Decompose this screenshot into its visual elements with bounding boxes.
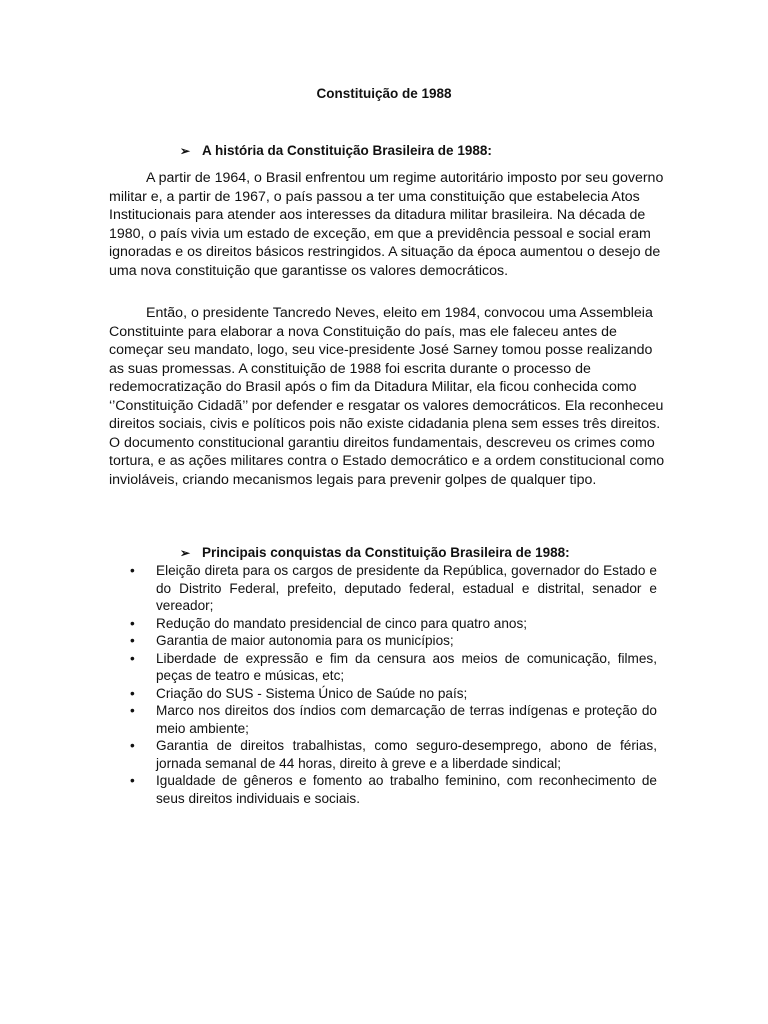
list-item: [109, 632, 657, 650]
list-item: [109, 650, 657, 685]
paragraph: Então, o presidente Tancredo Neves, eleito em 1984, convocou uma Assembleia Constituinte para elaborar a nova Constituição do país, mas ele faleceu antes de começar seu mandato, logo, seu vice-presidente José Sarney tomou posse realizando as suas promessas. A constituição de 1988 foi escrita durante o processo de redemocratização do Brasil após o fim da Ditadura Militar, ela ficou conhecida como ‘’Constituição Cidadã’’ por defender e resgatar os valores democráticos. Ela reconheceu direitos sociais, civis e políticos pois não existe cidadania plena sem esses três direitos. O documento constitucional garantiu direitos fundamentais, descreveu os crimes como tortura, e as ações militares contra o Estado democrático e a ordem constitucional como invioláveis, criando mecanismos legais para prevenir golpes de qualquer tipo.: [109, 305, 665, 488]
bullet-icon: •: [130, 738, 135, 753]
section-heading-achievements: [180, 545, 570, 561]
section-heading-history: [180, 143, 492, 159]
list-item: [109, 772, 657, 807]
list-item-text: Igualdade de gêneros e fomento ao trabalho feminino, com reconhecimento de seus direitos individuais e sociais.: [156, 773, 657, 806]
list-item: [109, 737, 657, 772]
list-item: [109, 562, 657, 615]
section-heading-text: Principais conquistas da Constituição Brasileira de 1988:: [202, 545, 570, 560]
list-item-text: Liberdade de expressão e fim da censura aos meios de comunicação, filmes, peças de teatro e músicas, etc;: [156, 650, 657, 683]
list-item-text: Marco nos direitos dos índios com demarcação de terras indígenas e proteção do meio ambiente;: [156, 703, 657, 736]
list-item-text: Garantia de maior autonomia para os municípios;: [156, 633, 454, 648]
bullet-icon: •: [130, 650, 135, 666]
bullet-icon: •: [130, 633, 135, 648]
document-title: Constituição de 1988: [316, 86, 452, 101]
list-item-text: Garantia de direitos trabalhistas, como seguro-desemprego, abono de férias, jornada semanal de 44 horas, direito à greve e a liberdade sindical;: [156, 738, 657, 771]
arrow-bullet-icon: ➢: [180, 546, 191, 560]
list-item: [109, 615, 657, 633]
list-item: [109, 685, 657, 703]
bullet-icon: •: [130, 563, 135, 578]
bullet-icon: •: [130, 685, 135, 701]
bullet-icon: •: [130, 615, 135, 631]
bullet-icon: •: [130, 703, 135, 718]
list-item-text: Eleição direta para os cargos de presidente da República, governador do Estado e do Distrito Federal, prefeito, deputado federal, estadual e distrital, senador e vereador;: [156, 563, 657, 613]
arrow-bullet-icon: ➢: [180, 144, 191, 158]
list-item: [109, 702, 657, 737]
bullet-icon: •: [130, 773, 135, 788]
paragraph: A partir de 1964, o Brasil enfrentou um regime autoritário imposto por seu governo militar e, a partir de 1967, o país passou a ter uma constituição que estabelecia Atos Institucionais para atender aos interesses da ditadura militar brasileira. Na década de 1980, o país vivia um estado de exceção, em que a previdência pessoal e social eram ignoradas e os direitos básicos restringidos. A situação da época aumentou o desejo de uma nova constituição que garantisse os valores democráticos.: [109, 170, 664, 279]
list-item-text: Redução do mandato presidencial de cinco para quatro anos;: [156, 615, 528, 631]
achievements-list: [109, 562, 657, 807]
list-item-text: Criação do SUS - Sistema Único de Saúde no país;: [156, 685, 468, 701]
section-heading-text: A história da Constituição Brasileira de 1988:: [202, 143, 492, 158]
